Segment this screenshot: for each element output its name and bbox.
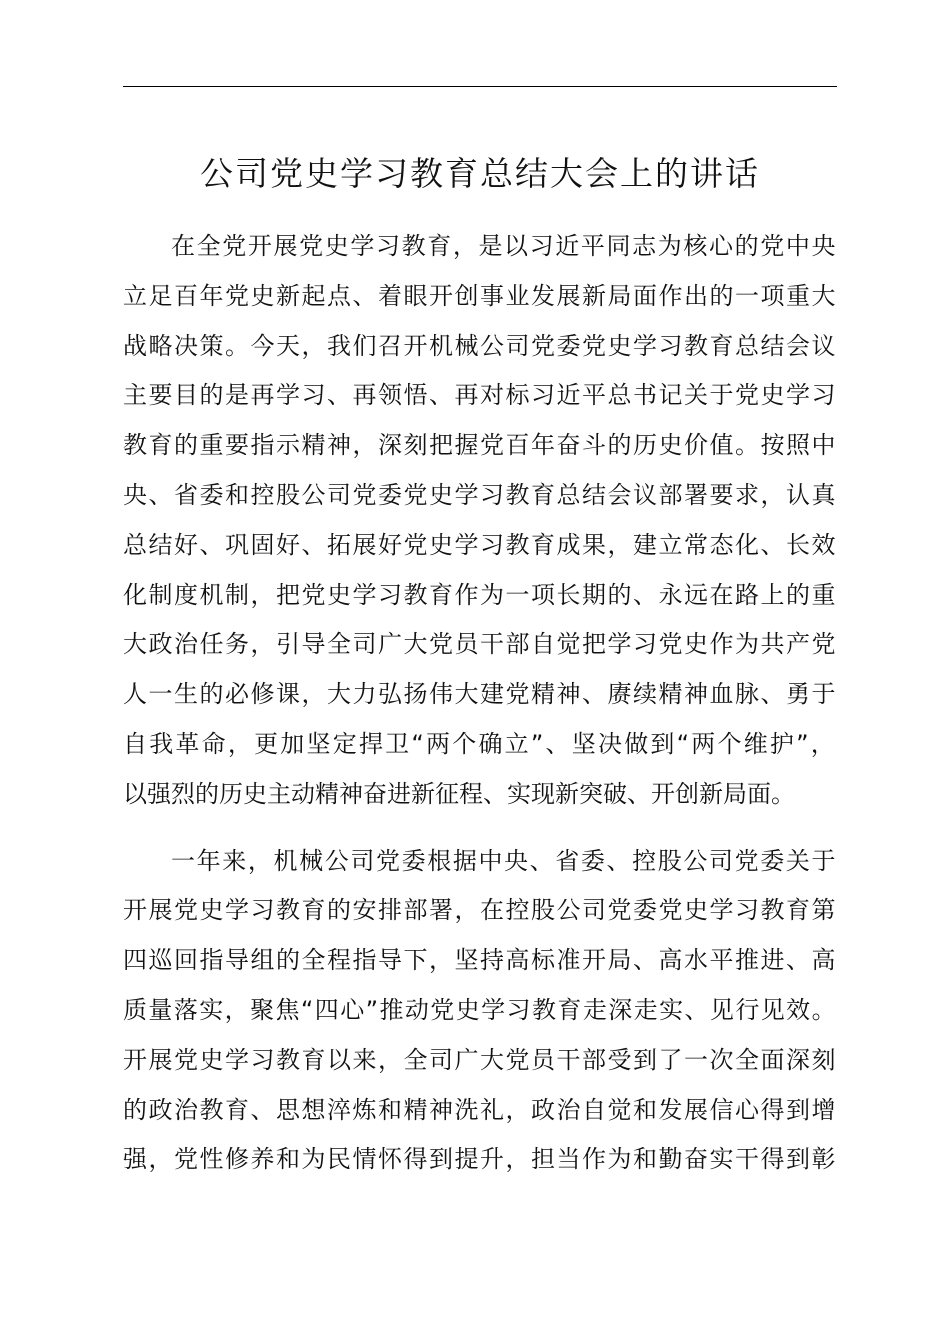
document-body [123,222,837,1185]
header-rule [123,86,837,87]
paragraph-line: 教育的重要指示精神，深刻把握党百年奋斗的历史价值。按照中 [123,431,837,460]
paragraph-line: 央、省委和控股公司党委党史学习教育总结会议部署要求，认真 [123,480,837,509]
paragraph-line: 战略决策。今天，我们召开机械公司党委党史学习教育总结会议 [123,331,837,360]
paragraph-line: 强，党性修养和为民情怀得到提升，担当作为和勤奋实干得到彰 [123,1145,837,1174]
paragraph-line: 大政治任务，引导全司广大党员干部自觉把学习党史作为共产党 [123,630,837,659]
paragraph-line: 开展党史学习教育以来，全司广大党员干部受到了一次全面深刻 [123,1045,837,1074]
paragraph-line: 总结好、巩固好、拓展好党史学习教育成果，建立常态化、长效 [123,530,837,559]
paragraph-line: 一年来，机械公司党委根据中央、省委、控股公司党委关于 [171,846,838,875]
paragraph-line: 质量落实，聚焦“四心”推动党史学习教育走深走实、见行见效。 [123,995,837,1024]
paragraph-line: 开展党史学习教育的安排部署，在控股公司党委党史学习教育第 [123,896,837,925]
paragraph-spacer [123,820,837,837]
paragraph-line: 立足百年党史新起点、着眼开创事业发展新局面作出的一项重大 [123,281,837,310]
paragraph-line: 以强烈的历史主动精神奋进新征程、实现新突破、开创新局面。 [123,779,795,808]
paragraph-line: 四巡回指导组的全程指导下，坚持高标准开局、高水平推进、高 [123,946,837,975]
paragraph-line: 的政治教育、思想淬炼和精神洗礼，政治自觉和发展信心得到增 [123,1095,837,1124]
paragraph-2 [123,837,837,1186]
paragraph-line: 主要目的是再学习、再领悟、再对标习近平总书记关于党史学习 [123,381,837,410]
paragraph-line: 化制度机制，把党史学习教育作为一项长期的、永远在路上的重 [123,580,837,609]
paragraph-1 [123,222,837,820]
paragraph-line: 在全党开展党史学习教育，是以习近平同志为核心的党中央 [171,232,838,260]
paragraph-line: 自我革命，更加坚定捍卫“两个确立”、坚决做到“两个维护”， [123,729,837,758]
document-title: 公司党史学习教育总结大会上的讲话 [200,154,760,193]
paragraph-line: 人一生的必修课，大力弘扬伟大建党精神、赓续精神血脉、勇于 [123,680,837,709]
